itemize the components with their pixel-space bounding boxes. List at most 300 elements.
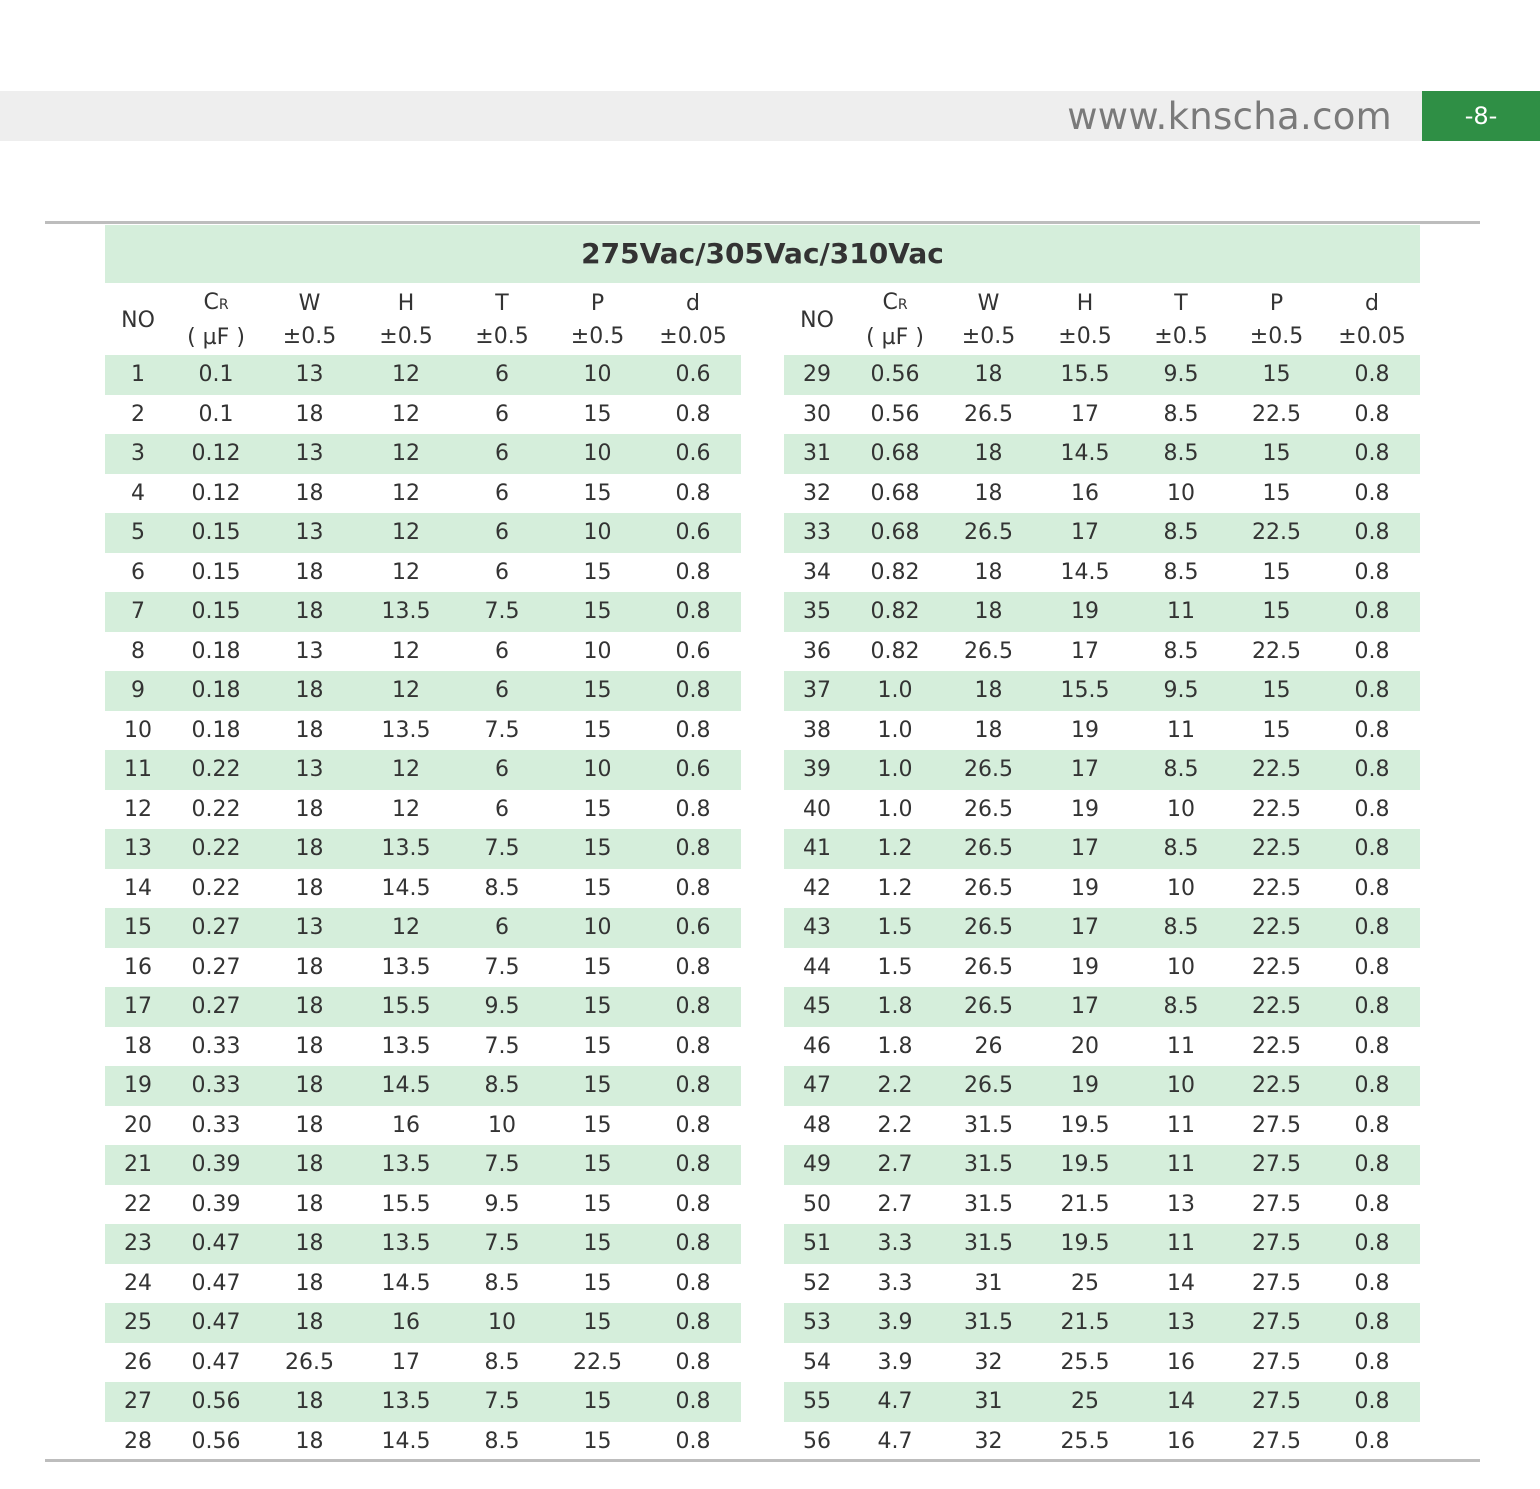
table-cell: 22.5: [1252, 1033, 1301, 1059]
table-cell: 0.33: [191, 1112, 241, 1138]
table-cell: 51: [784, 1224, 850, 1264]
table-row: [105, 1185, 741, 1225]
table-cell: 18: [940, 434, 1037, 474]
table-cell: 26.5: [940, 513, 1037, 553]
table-cell: 11: [1133, 1224, 1229, 1264]
table-cell: 18: [295, 480, 324, 506]
table-cell: 8.5: [454, 1066, 550, 1106]
table-cell: 14.5: [358, 1066, 454, 1106]
table-cell: 2.7: [850, 1145, 940, 1185]
column-header-label: [850, 287, 940, 321]
table-cell: 33: [784, 513, 850, 553]
table-cell: 0.8: [675, 1270, 711, 1296]
table-cell: 0.8: [645, 1224, 741, 1264]
table-cell: 18: [940, 355, 1037, 395]
table-cell: 22.5: [1252, 401, 1301, 427]
table-cell: 26.5: [940, 750, 1037, 790]
table-cell: 12: [358, 513, 454, 553]
table-cell: 26.5: [285, 1349, 334, 1375]
table-cell: 7.5: [454, 1145, 550, 1185]
table-row: [105, 592, 741, 632]
table-cell: 18: [261, 1066, 358, 1106]
table-cell: 1.8: [877, 1033, 913, 1059]
table-cell: 38: [803, 717, 831, 743]
table-cell: 22.5: [1252, 875, 1301, 901]
table-row: [784, 1224, 1420, 1264]
table-cell: 15: [550, 1303, 645, 1343]
table-row: [105, 671, 741, 711]
table-row: [784, 1106, 1420, 1146]
table-cell: 18: [295, 1270, 324, 1296]
table-cell: 16: [124, 954, 152, 980]
table-cell: 0.15: [171, 592, 261, 632]
table-left-half: [105, 286, 741, 1461]
table-cell: 12: [358, 355, 454, 395]
table-cell: 3: [105, 434, 171, 474]
table-cell: 28: [124, 1428, 152, 1454]
table-cell: 13.5: [358, 1145, 454, 1185]
table-cell: 26: [974, 1033, 1003, 1059]
column-header: [550, 286, 645, 355]
table-cell: 18: [261, 1303, 358, 1343]
table-cell: 8.5: [1133, 829, 1229, 869]
table-cell: 0.6: [675, 638, 711, 664]
table-cell: 0.8: [1324, 1066, 1420, 1106]
table-cell: 19.5: [1037, 1145, 1133, 1185]
table-cell: 12: [392, 401, 420, 427]
table-cell: 23: [105, 1224, 171, 1264]
table-cell: 15: [583, 1112, 612, 1138]
table-cell: 0.47: [191, 1270, 241, 1296]
table-cell: 8.5: [1133, 513, 1229, 553]
table-cell: 10: [550, 908, 645, 948]
table-cell: 16: [1071, 480, 1099, 506]
table-row: [784, 829, 1420, 869]
table-cell: 0.8: [1354, 954, 1390, 980]
table-cell: 15: [550, 987, 645, 1027]
table-cell: 15.5: [358, 987, 454, 1027]
table-cell: 0.8: [1354, 875, 1390, 901]
table-cell: 12: [392, 559, 420, 585]
table-row: [105, 434, 741, 474]
page-number-badge: -8-: [1422, 91, 1540, 141]
table-cell: 7.5: [454, 592, 550, 632]
table-cell: 2.7: [877, 1191, 913, 1217]
table-cell: 0.18: [191, 638, 241, 664]
table-cell: 0.8: [1324, 1382, 1420, 1422]
column-header-label: NO: [800, 308, 834, 333]
table-cell: 8.5: [1163, 559, 1199, 585]
table-row: [105, 1027, 741, 1067]
table-cell: 19.5: [1037, 1224, 1133, 1264]
table-cell: 0.68: [850, 513, 940, 553]
table-cell: 18: [295, 1033, 324, 1059]
column-header-symbol: H: [1076, 290, 1094, 316]
table-cell: 10: [550, 434, 645, 474]
table-cell: 27.5: [1252, 1349, 1301, 1375]
header-row: [784, 286, 1420, 355]
table-cell: 13: [261, 908, 358, 948]
table-cell: 0.33: [191, 1033, 241, 1059]
table-cell: 0.8: [1324, 829, 1420, 869]
table-body-right: [784, 355, 1420, 1461]
table-row: [784, 1303, 1420, 1343]
table-cell: 0.68: [870, 480, 920, 506]
table-cell: 0.8: [1324, 434, 1420, 474]
table-cell: 0.8: [645, 592, 741, 632]
table-cell: 15: [583, 480, 612, 506]
table-body-left: [105, 355, 741, 1461]
table-cell: 0.8: [675, 875, 711, 901]
table-cell: 0.39: [171, 1145, 261, 1185]
table-cell: 15: [583, 1191, 612, 1217]
table-cell: 17: [1071, 401, 1099, 427]
table-cell: 15: [1229, 592, 1324, 632]
table-cell: 11: [1167, 1033, 1195, 1059]
table-cell: 0.56: [191, 1428, 241, 1454]
table-cell: 31.5: [940, 1303, 1037, 1343]
column-header: [645, 286, 741, 355]
table-cell: 13: [295, 638, 324, 664]
header-row: [105, 286, 741, 355]
column-header: [940, 286, 1037, 355]
table-row: [784, 474, 1420, 514]
table-cell: 14.5: [1060, 559, 1110, 585]
column-header: [1133, 286, 1229, 355]
table-cell: 0.8: [1354, 638, 1390, 664]
table-cell: 1.2: [877, 875, 913, 901]
column-header-symbol: H: [397, 290, 415, 316]
table-cell: 0.8: [675, 954, 711, 980]
table-cell: 0.22: [191, 875, 241, 901]
column-header-subscript: R: [897, 296, 908, 313]
table-cell: 18: [295, 717, 324, 743]
table-cell: 6: [454, 513, 550, 553]
table-cell: 8.5: [484, 1428, 520, 1454]
table-cell: 22.5: [1252, 796, 1301, 822]
table-row: [784, 553, 1420, 593]
column-header-tolerance: ±0.5: [570, 323, 625, 349]
column-header-label: [454, 288, 550, 320]
table-cell: 18: [261, 1224, 358, 1264]
table-cell: 6: [454, 671, 550, 711]
table-row: [105, 355, 741, 395]
table-row: [105, 1066, 741, 1106]
column-header-tolerance: ( µF ): [866, 324, 924, 350]
table-cell: 56: [803, 1428, 831, 1454]
table-cell: 10: [488, 1112, 516, 1138]
table-cell: 27.5: [1229, 1224, 1324, 1264]
table-cell: 10: [124, 717, 152, 743]
table-cell: 32: [974, 1349, 1003, 1375]
table-cell: 11: [105, 750, 171, 790]
table-cell: 0.12: [191, 480, 241, 506]
column-header-symbol: C: [203, 289, 219, 315]
table-cell: 15: [550, 1382, 645, 1422]
table-cell: 0.8: [1354, 717, 1390, 743]
table-row: [105, 1343, 741, 1383]
table-cell: 7: [105, 592, 171, 632]
table-cell: 1.5: [850, 908, 940, 948]
column-header-label: NO: [121, 308, 155, 333]
site-url[interactable]: www.knscha.com: [1067, 95, 1392, 138]
table-cell: 9.5: [484, 1191, 520, 1217]
table-cell: 31.5: [940, 1224, 1037, 1264]
table-row: [784, 711, 1420, 751]
table-cell: 0.15: [191, 559, 241, 585]
column-header-label: [1324, 288, 1420, 320]
table-cell: 18: [974, 717, 1003, 743]
table-cell: 0.8: [645, 1303, 741, 1343]
table-cell: 0.8: [1354, 480, 1390, 506]
table-cell: 0.8: [675, 1112, 711, 1138]
table-row: [105, 1422, 741, 1462]
table-cell: 14: [124, 875, 152, 901]
table-cell: 18: [295, 559, 324, 585]
table-row: [105, 513, 741, 553]
table-cell: 0.8: [675, 1428, 711, 1454]
column-header-tolerance: ±0.5: [475, 323, 529, 349]
table-cell: 18: [295, 875, 324, 901]
table-row: [784, 1185, 1420, 1225]
table-cell: 8.5: [484, 875, 520, 901]
table-cell: 20: [124, 1112, 152, 1138]
table-cell: 6: [454, 750, 550, 790]
table-cell: 19: [1071, 954, 1099, 980]
table-row: [784, 1066, 1420, 1106]
table-cell: 7.5: [454, 1382, 550, 1422]
column-header-symbol: C: [882, 289, 898, 315]
table-cell: 0.8: [675, 559, 711, 585]
table-cell: 15: [583, 954, 612, 980]
table-cell: 0.8: [1324, 1224, 1420, 1264]
table-cell: 6: [495, 796, 509, 822]
table-row: [105, 1106, 741, 1146]
table-cell: 0.56: [850, 355, 940, 395]
table-cell: 0.82: [850, 592, 940, 632]
table-cell: 14.5: [1037, 434, 1133, 474]
table-cell: 43: [784, 908, 850, 948]
table-cell: 4.7: [877, 1428, 913, 1454]
table-cell: 8.5: [1133, 987, 1229, 1027]
table-row: [784, 1027, 1420, 1067]
table-cell: 15: [550, 1224, 645, 1264]
table-cell: 31.5: [964, 1191, 1013, 1217]
column-header-symbol: T: [1174, 290, 1188, 316]
table-row: [784, 1422, 1420, 1462]
column-header-tolerance: ±0.5: [961, 323, 1016, 349]
table-cell: 0.6: [645, 750, 741, 790]
table-cell: 19: [1037, 1066, 1133, 1106]
table-cell: 18: [295, 954, 324, 980]
table-cell: 31.5: [940, 1145, 1037, 1185]
table-row: [784, 1264, 1420, 1304]
table-cell: 18: [261, 987, 358, 1027]
table-cell: 32: [974, 1428, 1003, 1454]
table-cell: 0.8: [1324, 671, 1420, 711]
table-cell: 25: [105, 1303, 171, 1343]
table-cell: 27: [105, 1382, 171, 1422]
table-row: [784, 948, 1420, 988]
table-cell: 50: [803, 1191, 831, 1217]
table-cell: 10: [550, 750, 645, 790]
column-header-symbol: P: [1269, 290, 1284, 316]
table-cell: 31: [940, 1382, 1037, 1422]
table-header-left: [105, 286, 741, 355]
column-header-tolerance: ( µF ): [187, 324, 245, 350]
table-cell: 22.5: [1229, 513, 1324, 553]
table-cell: 4.7: [850, 1382, 940, 1422]
table-cell: 13: [1167, 1191, 1195, 1217]
table-cell: 0.8: [645, 1145, 741, 1185]
table-cell: 4: [131, 480, 145, 506]
table-row: [105, 987, 741, 1027]
table-cell: 0.8: [1324, 1303, 1420, 1343]
table-cell: 17: [1071, 638, 1099, 664]
table-cell: 21.5: [1037, 1303, 1133, 1343]
table-cell: 27.5: [1229, 1145, 1324, 1185]
table-cell: 0.27: [171, 987, 261, 1027]
table-cell: 13.5: [358, 1382, 454, 1422]
table-cell: 2: [131, 401, 145, 427]
table-cell: 12: [392, 480, 420, 506]
table-cell: 53: [784, 1303, 850, 1343]
table-cell: 15: [583, 875, 612, 901]
table-cell: 6: [495, 559, 509, 585]
table-cell: 15: [583, 401, 612, 427]
table-cell: 18: [974, 480, 1003, 506]
table-cell: 1.2: [850, 829, 940, 869]
table-cell: 22.5: [1252, 638, 1301, 664]
column-header-symbol: d: [1365, 290, 1379, 316]
table-cell: 15: [583, 1033, 612, 1059]
table-cell: 26.5: [940, 1066, 1037, 1106]
table-row: [105, 1224, 741, 1264]
table-row: [105, 395, 741, 435]
table-cell: 15: [550, 592, 645, 632]
table-cell: 12: [392, 796, 420, 822]
table-row: [105, 750, 741, 790]
table-cell: 0.8: [1324, 987, 1420, 1027]
table-cell: 15: [583, 717, 612, 743]
column-header-label: [645, 288, 741, 320]
table-cell: 14.5: [381, 875, 431, 901]
table-row: [105, 829, 741, 869]
table-cell: 15: [1229, 434, 1324, 474]
table-cell: 25: [1071, 1270, 1099, 1296]
table-cell: 26.5: [964, 401, 1013, 427]
table-cell: 17: [105, 987, 171, 1027]
column-header-label: [1229, 288, 1324, 320]
table-cell: 0.1: [198, 401, 234, 427]
table-cell: 18: [295, 1112, 324, 1138]
table-cell: 0.8: [1354, 1033, 1390, 1059]
table-cell: 26.5: [940, 987, 1037, 1027]
table-cell: 12: [358, 908, 454, 948]
table-cell: 8.5: [1133, 750, 1229, 790]
table-cell: 0.8: [645, 987, 741, 1027]
table-cell: 8.5: [1133, 908, 1229, 948]
table-cell: 49: [784, 1145, 850, 1185]
table-cell: 45: [784, 987, 850, 1027]
table-cell: 15.5: [381, 1191, 431, 1217]
table-row: [105, 948, 741, 988]
table-cell: 15: [550, 1145, 645, 1185]
table-cell: 17: [1037, 829, 1133, 869]
table-cell: 26.5: [964, 638, 1013, 664]
table-cell: 16: [1167, 1428, 1195, 1454]
table-cell: 27.5: [1229, 1382, 1324, 1422]
table-cell: 17: [1037, 908, 1133, 948]
table-cell: 19: [105, 1066, 171, 1106]
column-header-tolerance: ±0.5: [1249, 323, 1304, 349]
table-cell: 13.5: [358, 1224, 454, 1264]
table-cell: 22.5: [1229, 908, 1324, 948]
table-cell: 1.0: [850, 750, 940, 790]
table-cell: 15: [583, 1428, 612, 1454]
table-cell: 14.5: [381, 1270, 431, 1296]
table-cell: 15: [1262, 480, 1291, 506]
column-header: [1229, 286, 1324, 355]
table-cell: 15: [1229, 355, 1324, 395]
table-cell: 0.8: [1324, 750, 1420, 790]
column-header-subscript: R: [218, 296, 229, 313]
table-cell: 1.0: [850, 671, 940, 711]
table-cell: 0.27: [191, 954, 241, 980]
table-cell: 52: [803, 1270, 831, 1296]
column-header: [261, 286, 358, 355]
column-header-symbol: d: [686, 290, 700, 316]
table-cell: 18: [261, 1145, 358, 1185]
table-cell: 10: [583, 638, 612, 664]
table-cell: 0.12: [171, 434, 261, 474]
table-cell: 8.5: [484, 1349, 520, 1375]
table-cell: 14: [1133, 1382, 1229, 1422]
table-cell: 8.5: [1163, 401, 1199, 427]
table-cell: 3.3: [877, 1270, 913, 1296]
table-cell: 8.5: [484, 1270, 520, 1296]
table-row: [784, 513, 1420, 553]
table-cell: 0.56: [171, 1382, 261, 1422]
table-cell: 17: [1037, 987, 1133, 1027]
table-cell: 0.22: [171, 750, 261, 790]
table-cell: 11: [1133, 592, 1229, 632]
table-cell: 6: [131, 559, 145, 585]
table-row: [784, 632, 1420, 672]
table-cell: 17: [1037, 513, 1133, 553]
table-cell: 0.8: [675, 1349, 711, 1375]
table-cell: 27.5: [1252, 1428, 1301, 1454]
table-row: [784, 987, 1420, 1027]
table-cell: 24: [124, 1270, 152, 1296]
spec-table-right: [784, 286, 1420, 1461]
table-cell: 31: [974, 1270, 1003, 1296]
table-cell: 0.47: [191, 1349, 241, 1375]
table-cell: 41: [784, 829, 850, 869]
table-cell: 27.5: [1252, 1270, 1301, 1296]
table-cell: 26: [124, 1349, 152, 1375]
table-cell: 6: [495, 638, 509, 664]
table-cell: 3.9: [850, 1303, 940, 1343]
column-header-tolerance: ±0.5: [1154, 323, 1208, 349]
table-cell: 22.5: [1252, 954, 1301, 980]
table-row: [784, 395, 1420, 435]
table-cell: 0.8: [675, 1033, 711, 1059]
column-header-tolerance: ±0.5: [282, 323, 337, 349]
table-cell: 0.6: [645, 355, 741, 395]
table-cell: 13.5: [381, 954, 431, 980]
table-header-right: [784, 286, 1420, 355]
